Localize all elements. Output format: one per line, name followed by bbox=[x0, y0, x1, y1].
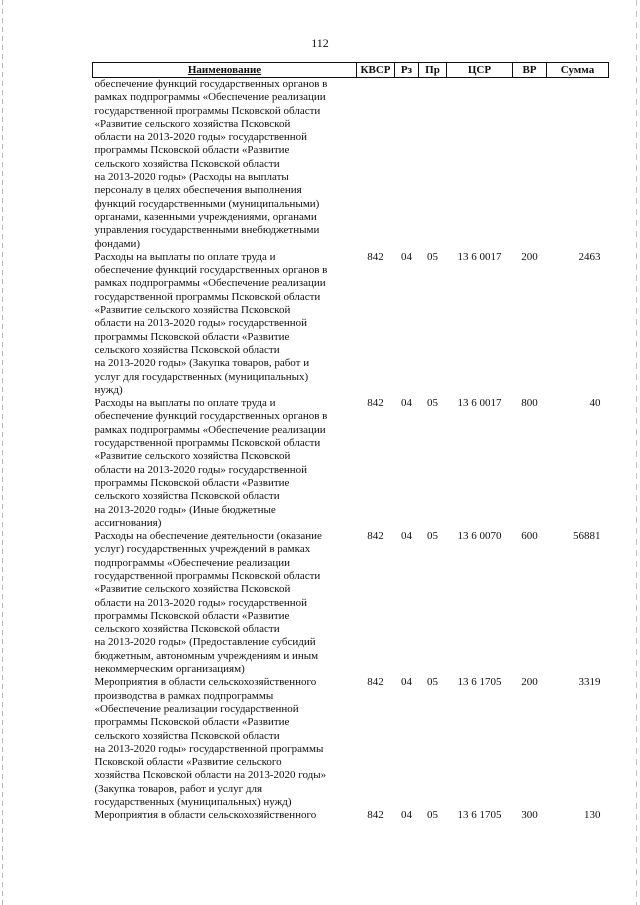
row-rz: 04 bbox=[401, 809, 412, 822]
row-name: обеспечение функций государственных органов в рамках подпрограммы «Обеспечение реализации государственной программы Псковской области «Развитие сельского хозяйства Псковской области на 2013-2020 годы» государственной программы Псковской области «Развитие сельского хозяйства Псковской области на 2013-2020 годы» (Расходы на выплаты персоналу в целях обеспечения выполнения функций государственными (муниципальными) органами, казенными учреждениями, органами управления государственными внебюджетными фондами) bbox=[94, 78, 328, 250]
row-rz: 04 bbox=[401, 530, 412, 543]
row-csr: 13 6 1705 bbox=[457, 809, 502, 822]
row-pr: 05 bbox=[427, 530, 438, 543]
row-csr: 13 6 0017 bbox=[457, 397, 502, 410]
row-sum: 56881 bbox=[573, 530, 601, 543]
row-csr: 13 6 1705 bbox=[457, 676, 502, 689]
row-sum bbox=[547, 78, 609, 251]
row-rz: 04 bbox=[401, 397, 412, 410]
row-name: Расходы на обеспечение деятельности (оказание услуг) государственных учреждений в рамках подпрограммы «Обеспечение реализации государственной программы Псковской области «Развитие сельского хозяйства Псковской области на 2013-2020 годы» государственной программы Псковской области «Развитие сельского хозяйства Псковской области на 2013-2020 годы» (Предоставление субсидий бюджетным, автономным учреждениям и иным некоммерческим организациям) bbox=[94, 530, 322, 676]
header-csr: ЦСР bbox=[447, 63, 513, 78]
row-pr: 05 bbox=[427, 250, 438, 263]
row-vr: 200 bbox=[521, 676, 538, 689]
row-kvsr bbox=[357, 78, 395, 251]
row-vr: 600 bbox=[521, 530, 538, 543]
table-row bbox=[93, 676, 609, 809]
row-kvsr: 842 bbox=[367, 809, 384, 822]
row-csr bbox=[447, 78, 513, 251]
row-vr: 300 bbox=[521, 809, 538, 822]
row-rz: 04 bbox=[401, 250, 412, 263]
row-kvsr: 842 bbox=[367, 250, 384, 263]
row-sum: 2463 bbox=[578, 250, 601, 263]
header-kvsr: КВСР bbox=[357, 63, 395, 78]
header-sum: Сумма bbox=[547, 63, 609, 78]
row-csr: 13 6 0070 bbox=[457, 530, 502, 543]
row-sum: 130 bbox=[584, 809, 601, 822]
row-sum: 3319 bbox=[578, 676, 601, 689]
header-name: Наименование bbox=[93, 63, 357, 78]
table-row bbox=[93, 251, 609, 397]
row-kvsr: 842 bbox=[367, 676, 384, 689]
table-row bbox=[93, 809, 609, 822]
row-kvsr: 842 bbox=[367, 397, 384, 410]
header-pr: Пр bbox=[419, 63, 447, 78]
budget-table bbox=[92, 62, 609, 823]
row-rz bbox=[395, 78, 419, 251]
header-vr: ВР bbox=[513, 63, 547, 78]
row-name: Расходы на выплаты по оплате труда и обеспечение функций государственных органов в рамках подпрограммы «Обеспечение реализации государственной программы Псковской области «Развитие сельского хозяйства Псковской области на 2013-2020 годы» государственной программы Псковской области «Развитие сельского хозяйства Псковской области на 2013-2020 годы» (Закупка товаров, работ и услуг для государственных (муниципальных) нужд) bbox=[94, 250, 328, 396]
table-row bbox=[93, 530, 609, 676]
scan-edge-left bbox=[2, 0, 3, 905]
row-pr: 05 bbox=[427, 397, 438, 410]
table-row bbox=[93, 78, 609, 251]
row-sum: 40 bbox=[589, 397, 601, 410]
table-header-row bbox=[93, 63, 609, 78]
page-number: 112 bbox=[311, 36, 329, 50]
row-kvsr: 842 bbox=[367, 530, 384, 543]
row-name: Расходы на выплаты по оплате труда и обеспечение функций государственных органов в рамках подпрограммы «Обеспечение реализации государственной программы Псковской области «Развитие сельского хозяйства Псковской области на 2013-2020 годы» государственной программы Псковской области «Развитие сельского хозяйства Псковской области на 2013-2020 годы» (Иные бюджетные ассигнования) bbox=[94, 397, 328, 529]
row-pr bbox=[419, 78, 447, 251]
row-csr: 13 6 0017 bbox=[457, 250, 502, 263]
row-vr: 800 bbox=[521, 397, 538, 410]
header-rz: Рз bbox=[395, 63, 419, 78]
row-name: Мероприятия в области сельскохозяйственного bbox=[94, 809, 317, 822]
table-row bbox=[93, 397, 609, 530]
row-name: Мероприятия в области сельскохозяйственного производства в рамках подпрограммы «Обеспечение реализации государственной программы Псковской области «Развитие сельского хозяйства Псковской области на 2013-2020 годы» государственной программы Псковской области «Развитие сельского хозяйства Псковской области на 2013-2020 годы» (Закупка товаров, работ и услуг для государственных (муниципальных) нужд) bbox=[94, 676, 327, 809]
row-vr: 200 bbox=[521, 250, 538, 263]
row-pr: 05 bbox=[427, 809, 438, 822]
row-pr: 05 bbox=[427, 676, 438, 689]
row-rz: 04 bbox=[401, 676, 412, 689]
scan-edge-right bbox=[636, 0, 637, 905]
row-vr bbox=[513, 78, 547, 251]
